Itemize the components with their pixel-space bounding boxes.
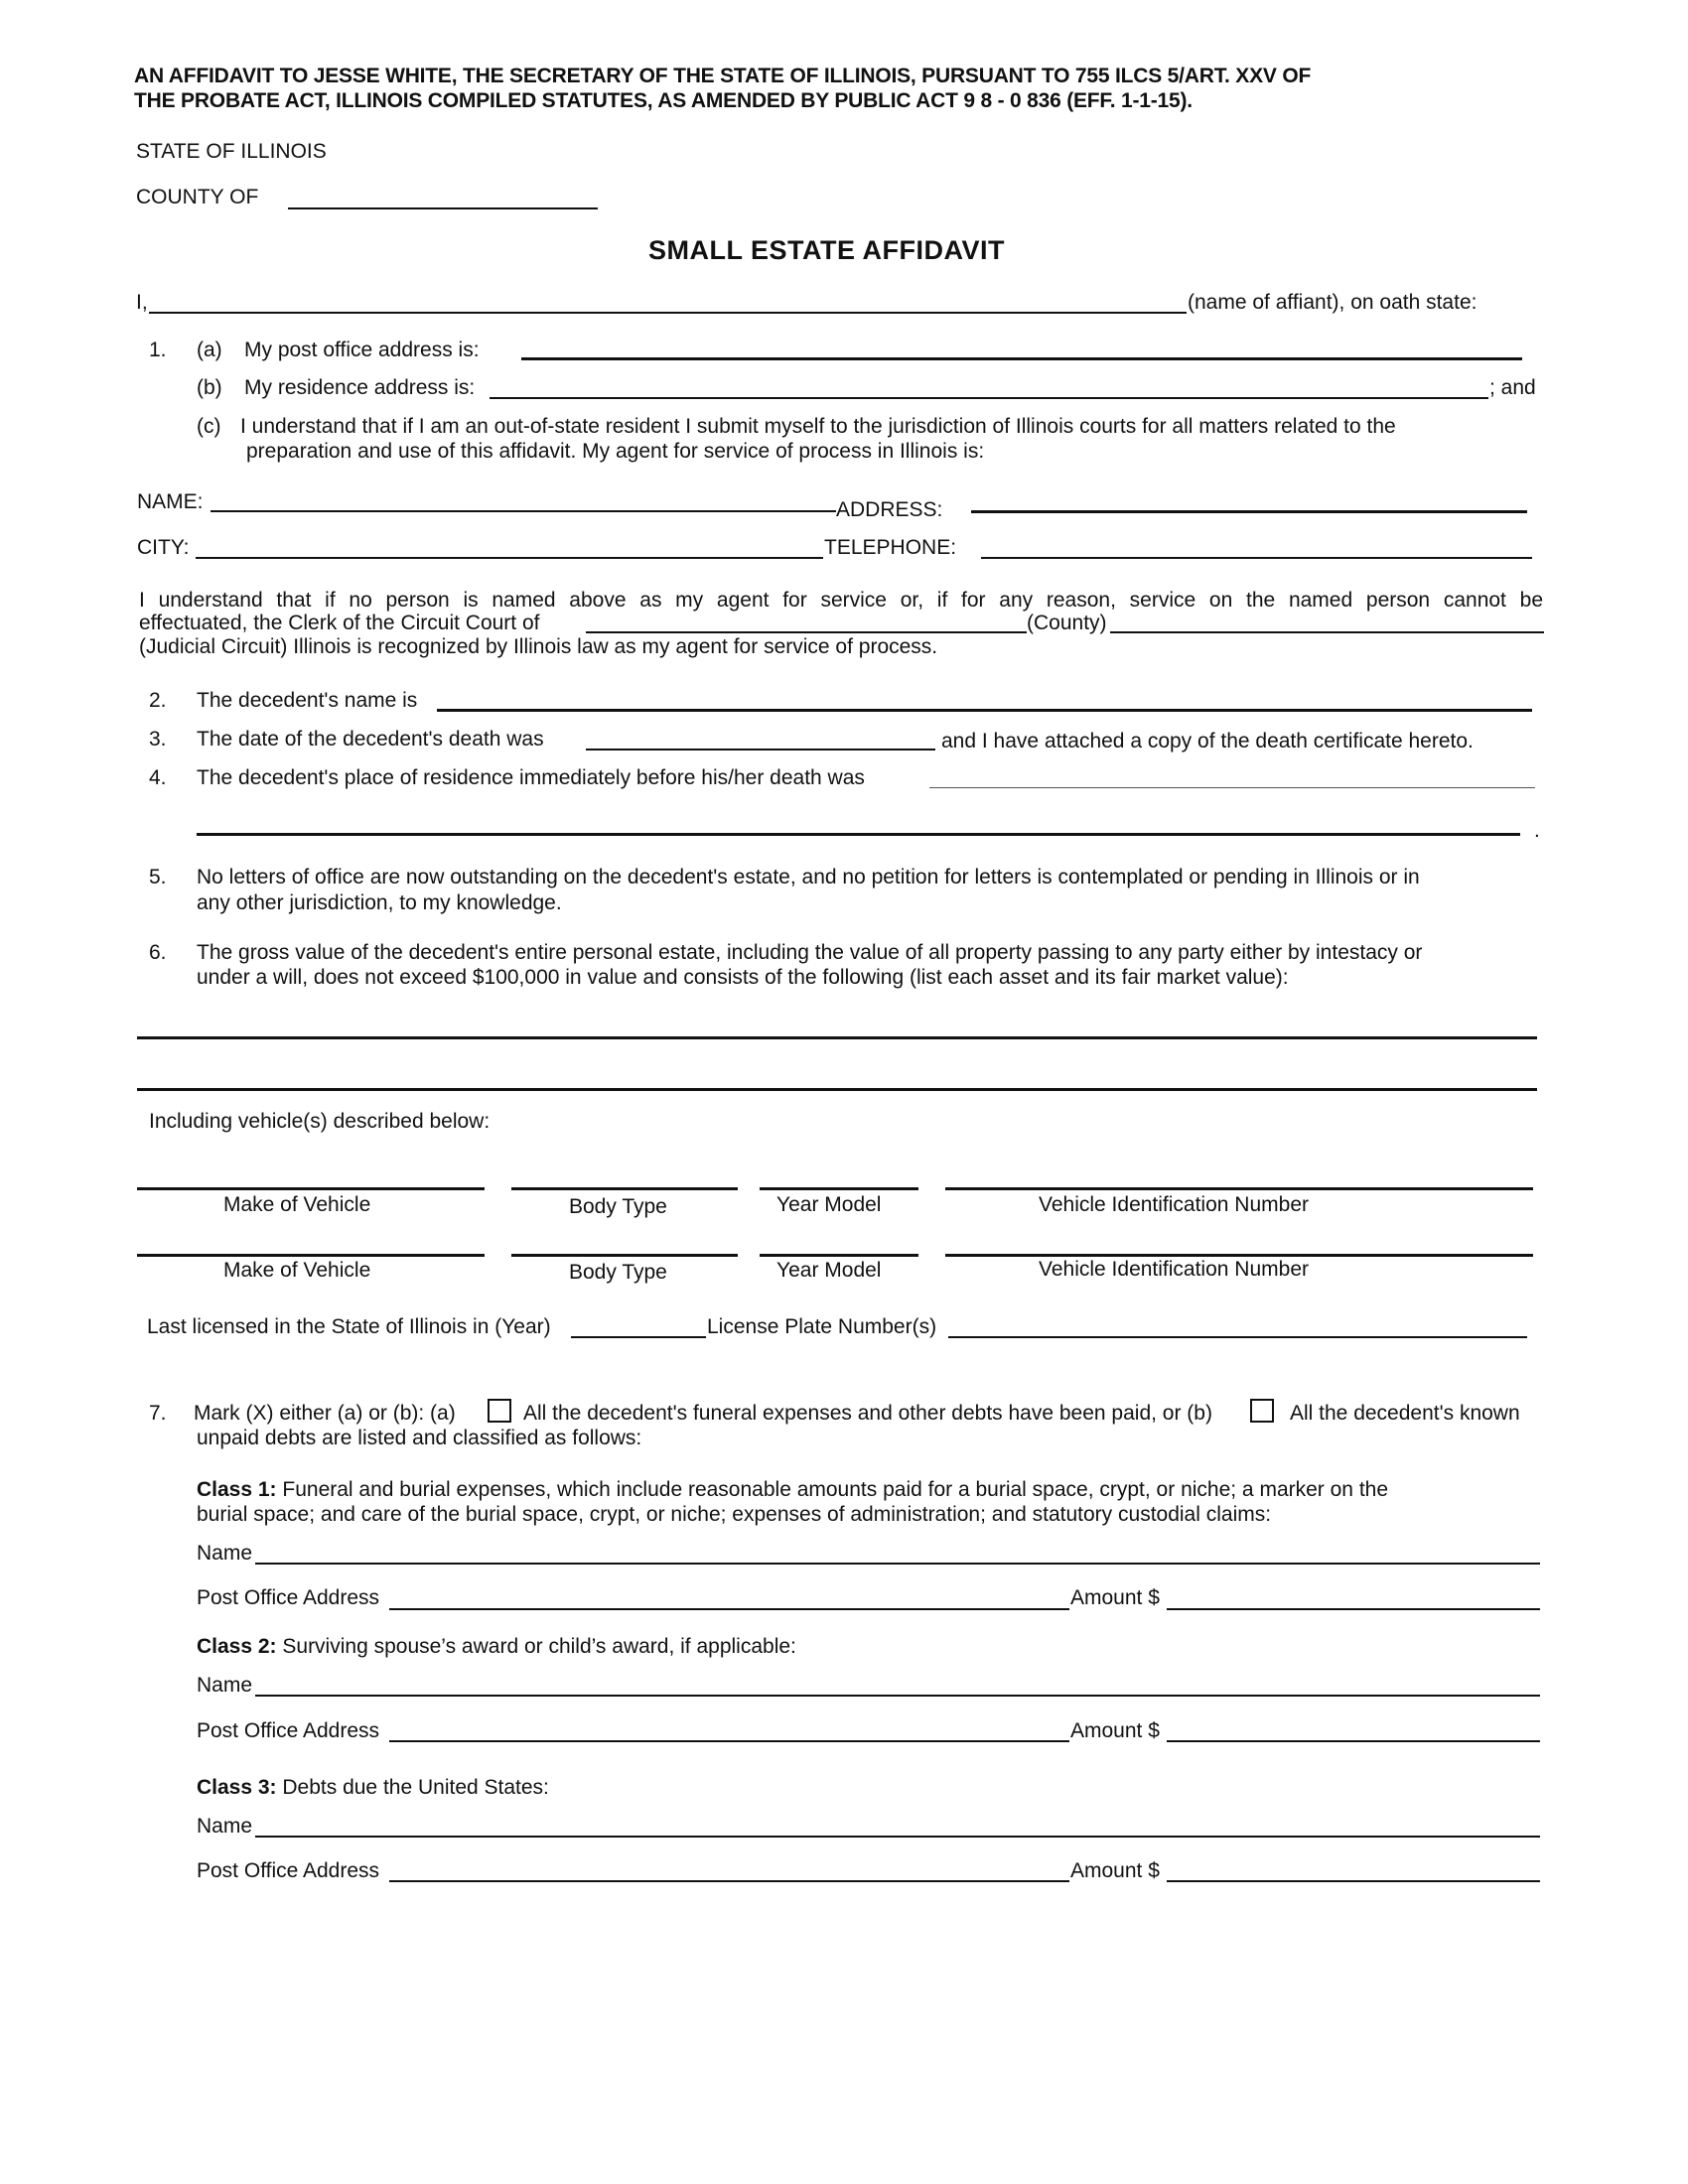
class2-line-1	[197, 1636, 796, 1657]
residence-address-field[interactable]	[490, 373, 1488, 395]
class2-amount-label: Amount $	[1070, 1719, 1160, 1742]
item4-number: 4.	[149, 766, 167, 789]
vehicle-2-vin-caption: Vehicle Identification Number	[1039, 1258, 1309, 1281]
agent-name-underline	[211, 510, 836, 512]
item1b-label: (b)	[197, 376, 222, 399]
option-b-checkbox[interactable]	[1250, 1399, 1274, 1423]
class1-amount-field[interactable]	[1167, 1584, 1540, 1606]
statute-header-line-2: THE PROBATE ACT, ILLINOIS COMPILED STATUTES, AS AMENDED BY PUBLIC ACT 9 8 - 0 836 (EFF. 1-1-15).	[134, 89, 1193, 112]
agent-telephone-label: TELEPHONE:	[824, 536, 957, 559]
item1-number: 1.	[149, 339, 167, 361]
item2-number: 2.	[149, 689, 167, 712]
class3-name-underline	[255, 1836, 1540, 1838]
class3-name-label: Name	[197, 1815, 253, 1838]
item1b-suffix: ; and	[1489, 376, 1536, 399]
agent-city-underline	[196, 557, 823, 559]
item7-number: 7.	[149, 1402, 167, 1425]
asset-underline-2	[137, 1088, 1537, 1091]
last-licensed-label: Last licensed in the State of Illinois in (Year)	[147, 1315, 551, 1338]
item5-line-1: No letters of office are now outstanding on the decedent's estate, and no petition for letters is contemplated or pending in Illinois or in	[197, 866, 1420, 888]
class1-label: Class 1:	[197, 1478, 277, 1501]
vehicle-1-year-caption: Year Model	[776, 1193, 882, 1216]
class2-po-underline	[389, 1740, 1069, 1742]
last-licensed-year-underline	[571, 1336, 706, 1338]
place-of-residence-field-2[interactable]	[197, 809, 1520, 831]
asset-field-2[interactable]	[137, 1064, 1537, 1086]
class2-amount-field[interactable]	[1167, 1716, 1540, 1738]
class1-line-1	[197, 1479, 1388, 1500]
vehicle-2-vin-underline	[945, 1254, 1533, 1257]
class1-line-2: burial space; and care of the burial space, crypt, or niche; expenses of administration; and statutory custodial claims:	[197, 1503, 1272, 1526]
agent-city-label: CITY:	[137, 536, 190, 559]
class1-po-label: Post Office Address	[197, 1586, 380, 1609]
class2-name-field[interactable]	[255, 1671, 1540, 1693]
vehicle-2-year-underline	[760, 1254, 918, 1257]
agent-address-field[interactable]	[971, 486, 1527, 508]
agent-paragraph-line-1: I understand that if no person is named above as my agent for service or, if for any reason, service on the named person cannot be	[139, 589, 1543, 612]
item6-line-1: The gross value of the decedent's entire personal estate, including the value of all property passing to any party either by intestacy or	[197, 941, 1423, 964]
vehicle-1-make-field[interactable]	[137, 1163, 485, 1185]
class1-name-underline	[255, 1563, 1540, 1565]
vehicles-intro: Including vehicle(s) described below:	[149, 1110, 491, 1133]
class1-name-label: Name	[197, 1542, 253, 1565]
asset-underline-1	[137, 1036, 1537, 1039]
vehicle-2-year-caption: Year Model	[776, 1259, 882, 1282]
item3-suffix: and I have attached a copy of the death certificate hereto.	[941, 730, 1474, 752]
agent-name-field[interactable]	[211, 486, 836, 508]
agent-paragraph-line-3: (Judicial Circuit) Illinois is recognized by Illinois law as my agent for service of process.	[139, 635, 938, 658]
class3-description: Debts due the United States:	[276, 1776, 549, 1799]
class2-description: Surviving spouse’s award or child’s award, if applicable:	[276, 1635, 796, 1658]
place-of-residence-underline	[929, 787, 1535, 788]
affiant-underline	[149, 312, 1187, 314]
class1-po-underline	[389, 1608, 1069, 1610]
vehicle-1-vin-caption: Vehicle Identification Number	[1039, 1193, 1309, 1216]
agent-telephone-underline	[981, 557, 1532, 559]
item4-end-period: .	[1534, 819, 1540, 842]
vehicle-2-make-caption: Make of Vehicle	[223, 1259, 371, 1282]
date-of-death-field[interactable]	[586, 725, 935, 747]
item4-text: The decedent's place of residence immediately before his/her death was	[197, 766, 865, 789]
place-of-residence-underline-2	[197, 833, 1520, 836]
form-title: SMALL ESTATE AFFIDAVIT	[648, 235, 1005, 265]
item7-line-2: unpaid debts are listed and classified as follows:	[197, 1427, 642, 1449]
item1c-line-2: preparation and use of this affidavit. My agent for service of process in Illinois is:	[246, 440, 985, 463]
post-office-address-underline	[521, 357, 1522, 360]
state-label: STATE OF ILLINOIS	[136, 140, 327, 163]
item3-number: 3.	[149, 728, 167, 751]
county-label: COUNTY OF	[136, 186, 259, 208]
vehicle-2-year-field[interactable]	[760, 1231, 918, 1253]
affiant-name-field[interactable]	[149, 288, 1187, 310]
license-plate-field[interactable]	[948, 1312, 1527, 1334]
option-b-text: All the decedent's known	[1290, 1402, 1520, 1425]
agent-name-label: NAME:	[137, 490, 204, 513]
residence-address-underline	[490, 397, 1488, 399]
class3-amount-underline	[1167, 1880, 1540, 1882]
class2-po-label: Post Office Address	[197, 1719, 380, 1742]
county-underline	[288, 207, 598, 209]
item6-line-2: under a will, does not exceed $100,000 in value and consists of the following (list each asset and its fair market value):	[197, 966, 1289, 989]
class2-amount-underline	[1167, 1740, 1540, 1742]
license-plate-label: License Plate Number(s)	[707, 1315, 937, 1338]
class2-name-label: Name	[197, 1674, 253, 1697]
agent-city-field[interactable]	[196, 532, 823, 554]
judicial-circuit-field[interactable]	[1110, 610, 1544, 629]
class1-amount-label: Amount $	[1070, 1586, 1160, 1609]
vehicle-1-body-underline	[511, 1187, 738, 1190]
county-caption: (County)	[1027, 612, 1107, 634]
vehicle-2-body-caption: Body Type	[569, 1261, 667, 1284]
item1c-line-1: I understand that if I am an out-of-state resident I submit myself to the jurisdiction of Illinois courts for all matters related to the	[240, 415, 1396, 438]
vehicle-1-year-underline	[760, 1187, 918, 1190]
class3-amount-label: Amount $	[1070, 1859, 1160, 1882]
class3-po-field[interactable]	[389, 1856, 1069, 1878]
vehicle-1-make-caption: Make of Vehicle	[223, 1193, 371, 1216]
class2-name-underline	[255, 1695, 1540, 1697]
item1c-label: (c)	[197, 415, 221, 438]
class3-po-label: Post Office Address	[197, 1859, 380, 1882]
item1b-text: My residence address is:	[244, 376, 476, 399]
county-field[interactable]	[288, 183, 598, 205]
class1-name-field[interactable]	[255, 1539, 1540, 1561]
vehicle-2-make-underline	[137, 1254, 485, 1257]
vehicle-1-year-field[interactable]	[760, 1163, 918, 1185]
vehicle-1-body-field[interactable]	[511, 1163, 738, 1185]
class1-amount-underline	[1167, 1608, 1540, 1610]
vehicle-1-vin-field[interactable]	[945, 1163, 1533, 1185]
item5-number: 5.	[149, 866, 167, 888]
option-a-checkbox[interactable]	[488, 1399, 511, 1423]
class1-po-field[interactable]	[389, 1584, 1069, 1606]
decedent-name-underline	[437, 709, 1532, 712]
item2-text: The decedent's name is	[197, 689, 418, 712]
item1a-text: My post office address is:	[244, 339, 480, 361]
vehicle-1-make-underline	[137, 1187, 485, 1190]
asset-field-1[interactable]	[137, 1013, 1537, 1034]
class3-line-1	[197, 1777, 549, 1798]
item1a-label: (a)	[197, 339, 222, 361]
vehicle-2-body-field[interactable]	[511, 1231, 738, 1253]
statute-header-line-1: AN AFFIDAVIT TO JESSE WHITE, THE SECRETARY OF THE STATE OF ILLINOIS, PURSUANT TO 755 ILCS 5/ART. XXV OF	[134, 65, 1312, 87]
vehicle-2-make-field[interactable]	[137, 1231, 485, 1253]
item7-lead: Mark (X) either (a) or (b): (a)	[194, 1402, 456, 1425]
agent-telephone-field[interactable]	[981, 532, 1532, 554]
agent-address-label: ADDRESS:	[836, 498, 943, 521]
class2-label: Class 2:	[197, 1635, 277, 1658]
class2-po-field[interactable]	[389, 1716, 1069, 1738]
decedent-name-field[interactable]	[437, 685, 1532, 707]
class3-label: Class 3:	[197, 1776, 277, 1799]
post-office-address-field[interactable]	[521, 334, 1522, 355]
item6-number: 6.	[149, 941, 167, 964]
place-of-residence-field[interactable]	[929, 764, 1535, 786]
last-licensed-year-field[interactable]	[571, 1312, 706, 1334]
vehicle-1-body-caption: Body Type	[569, 1195, 667, 1218]
agent-paragraph-line-2-prefix: effectuated, the Clerk of the Circuit Court of	[139, 612, 540, 634]
item5-line-2: any other jurisdiction, to my knowledge.	[197, 891, 562, 914]
vehicle-2-vin-field[interactable]	[945, 1231, 1533, 1253]
clerk-county-underline	[586, 631, 1027, 633]
class3-po-underline	[389, 1880, 1069, 1882]
class3-amount-field[interactable]	[1167, 1856, 1540, 1878]
date-of-death-underline	[586, 749, 935, 751]
option-a-text: All the decedent's funeral expenses and other debts have been paid, or (b)	[523, 1402, 1212, 1425]
license-plate-underline	[948, 1336, 1527, 1338]
judicial-circuit-underline	[1110, 631, 1544, 633]
agent-address-underline	[971, 510, 1527, 513]
class3-name-field[interactable]	[255, 1812, 1540, 1834]
item3-text: The date of the decedent's death was	[197, 728, 544, 751]
class1-description: Funeral and burial expenses, which include reasonable amounts paid for a burial space, crypt, or niche; a marker on the	[276, 1478, 1389, 1501]
vehicle-1-vin-underline	[945, 1187, 1533, 1190]
affiant-prefix: I,	[136, 291, 148, 314]
affiant-suffix: (name of affiant), on oath state:	[1188, 291, 1477, 314]
vehicle-2-body-underline	[511, 1254, 738, 1257]
clerk-county-field[interactable]	[586, 610, 1027, 629]
